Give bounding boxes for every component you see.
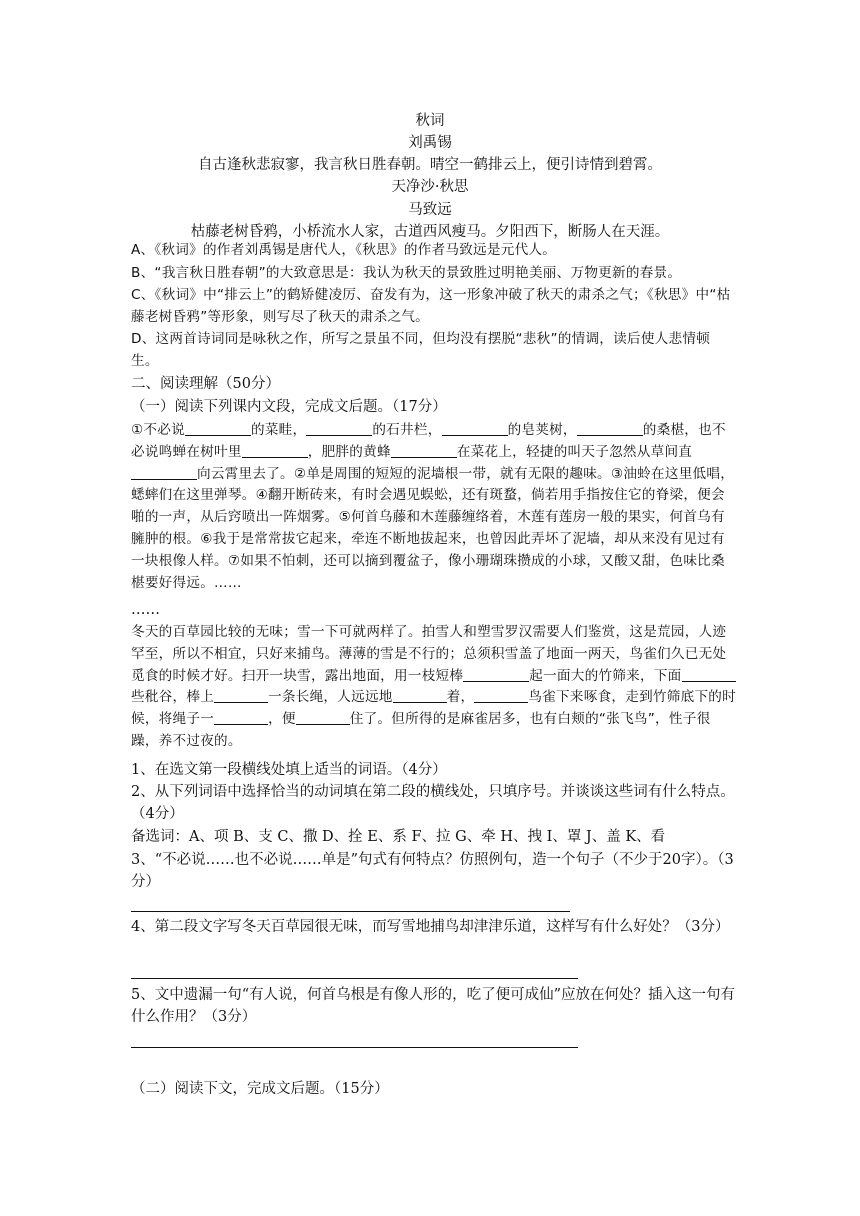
option-d: D、这两首诗词同是咏秋之作，所写之景虽不同，但均没有摆脱“悲秋”的情调，读后使人悲情顿生。	[131, 331, 711, 369]
question-4: 4、第二段文字写冬天百草园很无味，而写雪地捕鸟却津津乐道，这样写有什么好处？（3分）	[131, 919, 730, 935]
poem1-title: 秋词	[415, 113, 445, 129]
poem2-text: 枯藤老树昏鸦，小桥流水人家，古道西风瘦马。夕阳西下，断肠人在天涯。	[190, 224, 670, 240]
fill-blank[interactable]	[242, 443, 308, 458]
poem2-title: 天净沙·秋思	[391, 179, 469, 195]
question-2-choices: 备选词：A、项 B、支 C、撒 D、拴 E、系 F、拉 G、牵 H、拽 I、罩 J、盖 K、看	[131, 829, 666, 845]
question-2: 2、从下列词语中选择恰当的动词填在第二段的横线处，只填序号。并谈谈这些词有什么特点。（4分）	[131, 784, 735, 822]
poem2-author: 马致远	[408, 202, 452, 218]
section-2-title: 二、阅读理解（50分）	[131, 376, 280, 392]
answer-line-4[interactable]	[131, 978, 578, 979]
question-1: 1、在选文第一段横线处填上适当的词语。（4分）	[131, 762, 447, 778]
answer-line-5[interactable]	[131, 1047, 578, 1048]
fill-blank[interactable]	[682, 667, 736, 682]
fill-blank[interactable]	[393, 688, 447, 703]
passage-ellipsis: ……	[131, 602, 160, 618]
option-c: C、《秋词》中“排云上”的鹤矫健凌厉、奋发有为，这一形象冲破了秋天的肃杀之气；《秋思》中“枯藤老树昏鸦”等形象，则写尽了秋天的肃杀之气。	[131, 287, 731, 325]
question-3: 3、“不必说……也不必说……单是”句式有何特点？仿照例句，造一个句子（不少于20字）。（3分）	[131, 852, 734, 890]
option-b: B、“我言秋日胜春朝”的大致意思是：我认为秋天的景致胜过明艳美丽、万物更新的春景。	[131, 265, 682, 281]
fill-blank[interactable]	[474, 688, 528, 703]
poem1-author: 刘禹锡	[408, 135, 452, 151]
fill-blank[interactable]	[214, 710, 268, 725]
passage-paragraph-1: ①不必说 的菜畦， 的石井栏， 的皂荚树， 的桑椹，也不必说鸣蝉在树叶里 ，肥胖的黄蜂 在菜花上，轻捷的叫天子忽然从草间直向云霄里去了。②单是周围的短短的泥墙根一带，就有无限的趣味。③油蛉在这里低唱，蟋蟀们在这里弹琴。④翻开断砖来，有时会遇见蜈蚣，还有斑蝥，倘若用手指按住它的脊梁，便会啪的一声，从后窍喷出一阵烟雾。⑤何首乌藤和木莲藤缠络着，木莲有莲房一般的果实，何首乌有臃肿的根。⑥我于是常常拔它起来，牵连不断地拔起来，也曾因此弄坏了泥墙，却从来没有见过有一块根像人样。⑦如果不怕刺，还可以摘到覆盆子，像小珊瑚珠攒成的小球，又酸又甜，色味比桑椹要好得远。……	[131, 422, 735, 591]
fill-blank[interactable]	[185, 421, 251, 436]
fill-blank[interactable]	[131, 465, 197, 480]
fill-blank[interactable]	[463, 667, 529, 682]
fill-blank[interactable]	[296, 710, 350, 725]
part-2-title: （二）阅读下文，完成文后题。（15分）	[131, 1081, 389, 1097]
fill-blank[interactable]	[214, 688, 268, 703]
poem1-text: 自古逢秋悲寂寥，我言秋日胜春朝。晴空一鹤排云上，便引诗情到碧霄。	[198, 157, 662, 173]
fill-blank[interactable]	[306, 421, 372, 436]
question-5: 5、文中遗漏一句“有人说，何首乌根是有像人形的，吃了便可成仙”应放在何处？插入这一句有什么作用？（3分）	[131, 987, 736, 1025]
answer-line-3[interactable]	[131, 911, 570, 912]
fill-blank[interactable]	[391, 443, 457, 458]
fill-blank[interactable]	[577, 421, 643, 436]
option-a: A、《秋词》的作者刘禹锡是唐代人，《秋思》的作者马致远是元代人。	[131, 242, 557, 258]
passage-paragraph-2: 冬天的百草园比较的无味；雪一下可就两样了。拍雪人和塑雪罗汉需要人们鉴赏，这是荒园，人迹罕至，所以不相宜，只好来捕鸟。薄薄的雪是不行的；总须积雪盖了地面一两天，鸟雀们久已无处觅食的时候才好。扫开一块雪，露出地面，用一枝短棒 起一面大的竹筛来，下面些秕谷，棒上 一条长绳，人远远地 着， 鸟雀下来啄食，走到竹筛底下的时候，将绳子一 ，便 住了。但所得的是麻雀居多，也有白颊的“张飞鸟”，性子很躁，养不过夜的。	[131, 624, 736, 749]
fill-blank[interactable]	[442, 421, 508, 436]
part-1-title: （一）阅读下列课内文段，完成文后题。（17分）	[131, 399, 447, 415]
